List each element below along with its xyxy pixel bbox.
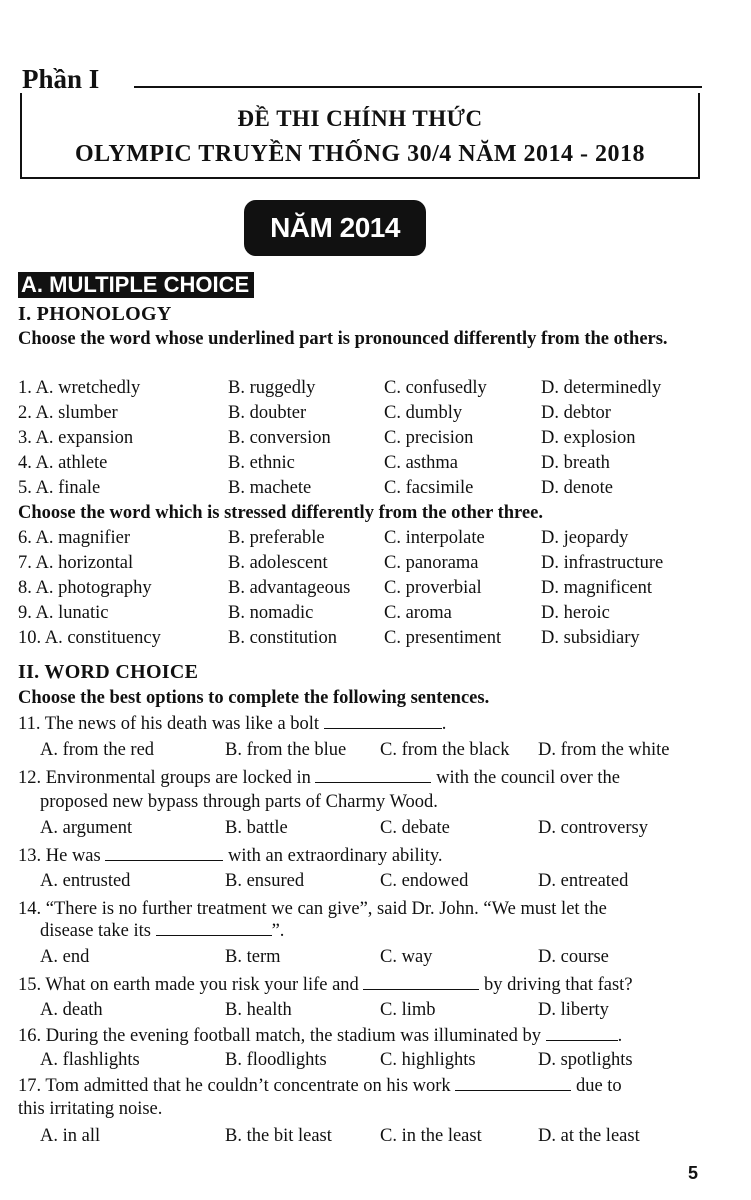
option: D. liberty	[538, 1000, 609, 1020]
option: C. highlights	[380, 1050, 476, 1070]
option: C. aroma	[384, 603, 452, 623]
question-11	[18, 712, 723, 736]
option: D. controversy	[538, 818, 648, 838]
question-12	[18, 766, 723, 790]
word-choice-instruction: Choose the best options to complete the following sentences.	[18, 688, 490, 708]
option: 2. A. slumber	[18, 403, 118, 423]
word-choice-heading: II. WORD CHOICE	[18, 661, 199, 683]
option: D. entreated	[538, 871, 629, 891]
option: B. battle	[225, 818, 288, 838]
question-16	[18, 1024, 723, 1048]
option: D. from the white	[538, 740, 670, 760]
option: B. ruggedly	[228, 378, 316, 398]
answer-blank	[455, 1074, 571, 1091]
question-15	[18, 973, 723, 997]
question-text: by driving that fast?	[484, 975, 633, 995]
phonology-heading: I. PHONOLOGY	[18, 303, 172, 325]
option: A. entrusted	[40, 871, 131, 891]
question-row	[18, 551, 738, 575]
option: 1. A. wretchedly	[18, 378, 141, 398]
option: C. presentiment	[384, 628, 502, 648]
option: C. precision	[384, 428, 474, 448]
option: B. ethnic	[228, 453, 295, 473]
option: 6. A. magnifier	[18, 528, 131, 548]
options-row	[18, 816, 738, 840]
phonology-instruction-2: Choose the word which is stressed differently from the other three.	[18, 503, 543, 523]
option: 5. A. finale	[18, 478, 101, 498]
option: B. from the blue	[225, 740, 347, 760]
option: B. advantageous	[228, 578, 351, 598]
question-text: with an extraordinary ability.	[227, 846, 443, 866]
option: A. flashlights	[40, 1050, 140, 1070]
answer-blank	[315, 766, 431, 783]
option: C. proverbial	[384, 578, 482, 598]
question-text: 11. The news of his death was like a bolt	[18, 714, 320, 734]
question-17-line-2: this irritating noise.	[18, 1099, 163, 1119]
option: B. health	[225, 1000, 292, 1020]
part-rule	[134, 86, 702, 88]
option: D. spotlights	[538, 1050, 633, 1070]
option: 10. A. constituency	[18, 628, 161, 648]
options-row	[18, 998, 738, 1022]
option: 3. A. expansion	[18, 428, 134, 448]
option: D. determinedly	[541, 378, 662, 398]
option: C. in the least	[380, 1126, 482, 1146]
question-17	[18, 1074, 723, 1098]
question-row	[18, 426, 738, 450]
options-row	[18, 945, 738, 969]
year-badge: NĂM 2014	[244, 200, 426, 256]
option: C. way	[380, 947, 433, 967]
option: 8. A. photography	[18, 578, 152, 598]
option: D. denote	[541, 478, 613, 498]
question-text: disease take its	[40, 921, 151, 941]
part-header	[22, 62, 702, 96]
option: C. limb	[380, 1000, 436, 1020]
option: C. confusedly	[384, 378, 487, 398]
options-row	[18, 1124, 738, 1148]
option: B. term	[225, 947, 281, 967]
option: A. argument	[40, 818, 133, 838]
question-14-line-2	[18, 919, 745, 943]
option: C. facsimile	[384, 478, 474, 498]
option: B. machete	[228, 478, 312, 498]
question-text: due to	[575, 1076, 622, 1096]
option: C. endowed	[380, 871, 469, 891]
answer-blank	[105, 844, 223, 861]
option: 7. A. horizontal	[18, 553, 134, 573]
option: D. subsidiary	[541, 628, 640, 648]
phonology-instruction-1: Choose the word whose underlined part is pronounced differently from the others.	[18, 329, 668, 349]
question-text: .	[441, 714, 447, 734]
question-text: 12. Environmental groups are locked in	[18, 768, 311, 788]
question-row	[18, 451, 738, 475]
option: D. breath	[541, 453, 610, 473]
question-row	[18, 601, 738, 625]
title-line-1: ĐỀ THI CHÍNH THỨC	[237, 106, 483, 131]
question-text: with the council over the	[436, 768, 621, 788]
option: 4. A. athlete	[18, 453, 108, 473]
option: C. from the black	[380, 740, 510, 760]
options-row	[18, 869, 738, 893]
option: D. infrastructure	[541, 553, 664, 573]
option: D. magnificent	[541, 578, 652, 598]
question-text: .	[617, 1026, 623, 1046]
question-text: 17. Tom admitted that he couldn’t concentrate on his work	[18, 1076, 451, 1096]
question-text: ”.	[271, 921, 285, 941]
answer-blank	[363, 973, 479, 990]
option: A. in all	[40, 1126, 101, 1146]
question-text: 16. During the evening football match, the stadium was illuminated by	[18, 1026, 542, 1046]
page-number: 5	[688, 1163, 699, 1183]
option: D. debtor	[541, 403, 611, 423]
question-row	[18, 576, 738, 600]
answer-blank	[546, 1024, 618, 1041]
question-row	[18, 526, 738, 550]
option: C. panorama	[384, 553, 479, 573]
question-row	[18, 376, 738, 400]
option: B. constitution	[228, 628, 337, 648]
option: B. preferable	[228, 528, 325, 548]
option: B. doubter	[228, 403, 307, 423]
title-box	[20, 93, 700, 179]
title-line-2: OLYMPIC TRUYỀN THỐNG 30/4 NĂM 2014 - 2018	[74, 141, 646, 167]
option: B. the bit least	[225, 1126, 332, 1146]
option: B. conversion	[228, 428, 331, 448]
option: A. death	[40, 1000, 103, 1020]
option: D. course	[538, 947, 609, 967]
option: A. end	[40, 947, 90, 967]
options-row	[18, 1048, 738, 1072]
question-text: 13. He was	[18, 846, 101, 866]
option: 9. A. lunatic	[18, 603, 109, 623]
option: B. ensured	[225, 871, 305, 891]
question-13	[18, 844, 723, 868]
answer-blank	[324, 712, 442, 729]
option: A. from the red	[40, 740, 155, 760]
option: C. asthma	[384, 453, 458, 473]
question-row	[18, 401, 738, 425]
answer-blank	[156, 919, 272, 936]
option: B. nomadic	[228, 603, 314, 623]
options-row	[18, 738, 738, 762]
option: B. adolescent	[228, 553, 328, 573]
section-a-heading: A. MULTIPLE CHOICE	[18, 272, 254, 298]
option: C. interpolate	[384, 528, 485, 548]
option: D. jeopardy	[541, 528, 629, 548]
part-label: Phần I	[22, 64, 100, 94]
option: C. dumbly	[384, 403, 463, 423]
option: D. heroic	[541, 603, 610, 623]
question-14: 14. “There is no further treatment we can give”, said Dr. John. “We must let the	[18, 899, 607, 919]
option: D. at the least	[538, 1126, 640, 1146]
option: B. floodlights	[225, 1050, 327, 1070]
option: D. explosion	[541, 428, 636, 448]
question-row	[18, 476, 738, 500]
question-12-line-2: proposed new bypass through parts of Charmy Wood.	[40, 792, 438, 812]
question-row	[18, 626, 738, 650]
question-text: 15. What on earth made you risk your life and	[18, 975, 359, 995]
option: C. debate	[380, 818, 450, 838]
